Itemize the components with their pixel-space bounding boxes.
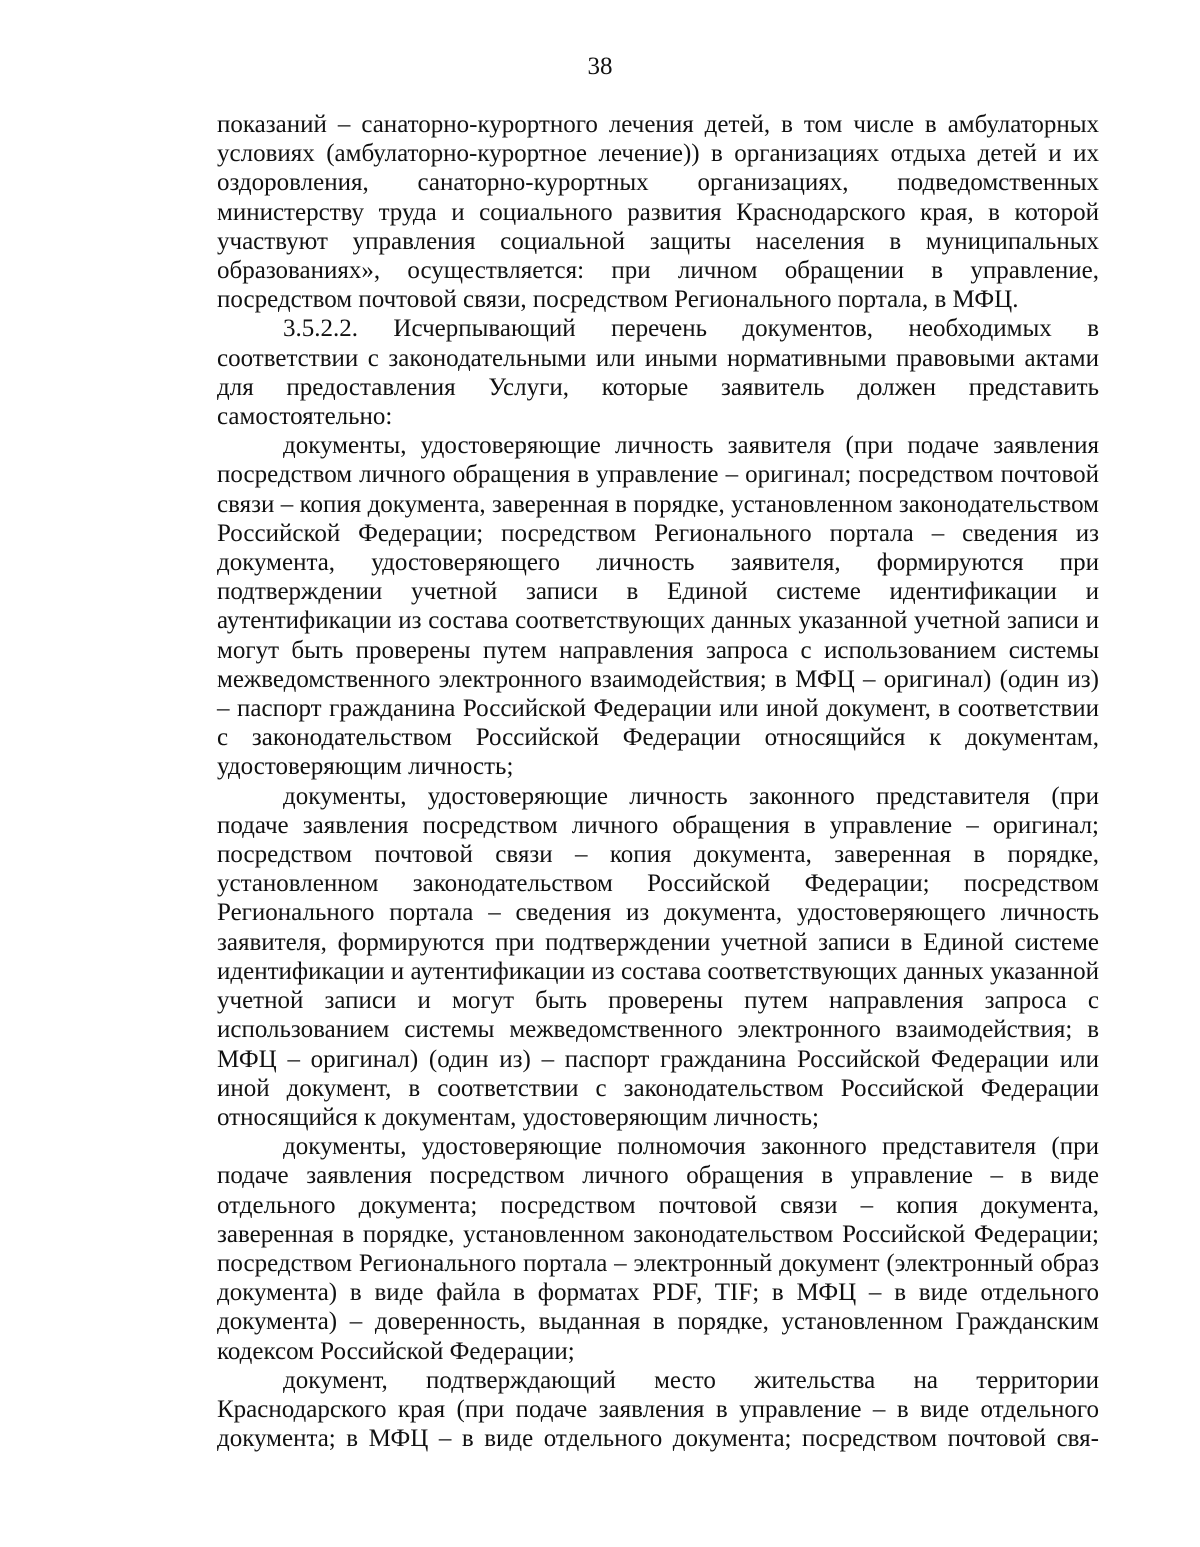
paragraph-applicant-identity-documents: документы, удостоверяющие личность заявителя (при подаче заявления посредством личного обращения в управление – оригинал; посредством почтовой связи – копия документа, заверенная в порядке, установленном законодательством Российской Федерации; посредством Регионального портала – сведения из документа, удостоверяющего личность заявителя, формируются при подтверждении учетной записи в Единой системе идентификации и аутентификации из состава соответствующих данных указанной учетной записи и могут быть проверены путем направления запроса с использованием системы межведомственного электронного взаимодействия; в МФЦ – оригинал) (один из) – паспорт гражданина Российской Федерации или иной документ, в соответствии с законодательством Российской Федерации относящийся к документам, удостоверяющим личность;: [217, 432, 1099, 781]
page-number: 38: [587, 53, 613, 80]
paragraph-document-list-intro: 3.5.2.2. Исчерпывающий перечень документов, необходимых в соответствии с законодательными или иными нормативными правовыми актами для предоставления Услуги, которые заявитель должен представить самостоятельно:: [217, 315, 1099, 431]
document-body: [217, 110, 1099, 1453]
paragraph-residence-document: документ, подтверждающий место жительства на территории Краснодарского края (при подаче заявления в управление – в виде отдельного документа; в МФЦ – в виде отдельного документа; посредством почтовой свя-: [217, 1366, 1099, 1453]
paragraph-representative-identity-documents: документы, удостоверяющие личность законного представителя (при подаче заявления посредством личного обращения в управление – оригинал; посредством почтовой связи – копия документа, заверенная в порядке, установленном законодательством Российской Федерации; посредством Регионального портала – сведения из документа, удостоверяющего личность заявителя, формируются при подтверждении учетной записи в Единой системе идентификации и аутентификации из состава соответствующих данных указанной учетной записи и могут быть проверены путем направления запроса с использованием системы межведомственного электронного взаимодействия; в МФЦ – оригинал) (один из) – паспорт гражданина Российской Федерации или иной документ, в соответствии с законодательством Российской Федерации относящийся к документам, удостоверяющим личность;: [217, 782, 1099, 1131]
paragraph-representative-authority-documents: документы, удостоверяющие полномочия законного представителя (при подаче заявления посредством личного обращения в управление – в виде отдельного документа; посредством почтовой связи – копия документа, заверенная в порядке, установленном законодательством Российской Федерации; посредством Регионального портала – электронный документ (электронный образ документа) в виде файла в форматах PDF, TIF; в МФЦ – в виде отдельного документа) – доверенность, выданная в порядке, установленном Гражданским кодексом Российской Федерации;: [217, 1133, 1099, 1365]
paragraph-continuation: показаний – санаторно-курортного лечения детей, в том числе в амбулаторных условиях (амбулаторно-курортное лечение)) в организациях отдыха детей и их оздоровления, санаторно-курортных организациях, подведомственных министерству труда и социального развития Краснодарского края, в которой участвуют управления социальной защиты населения в муниципальных образованиях», осуществляется: при личном обращении в управление, посредством почтовой связи, посредством Регионального портала, в МФЦ.: [217, 111, 1099, 314]
